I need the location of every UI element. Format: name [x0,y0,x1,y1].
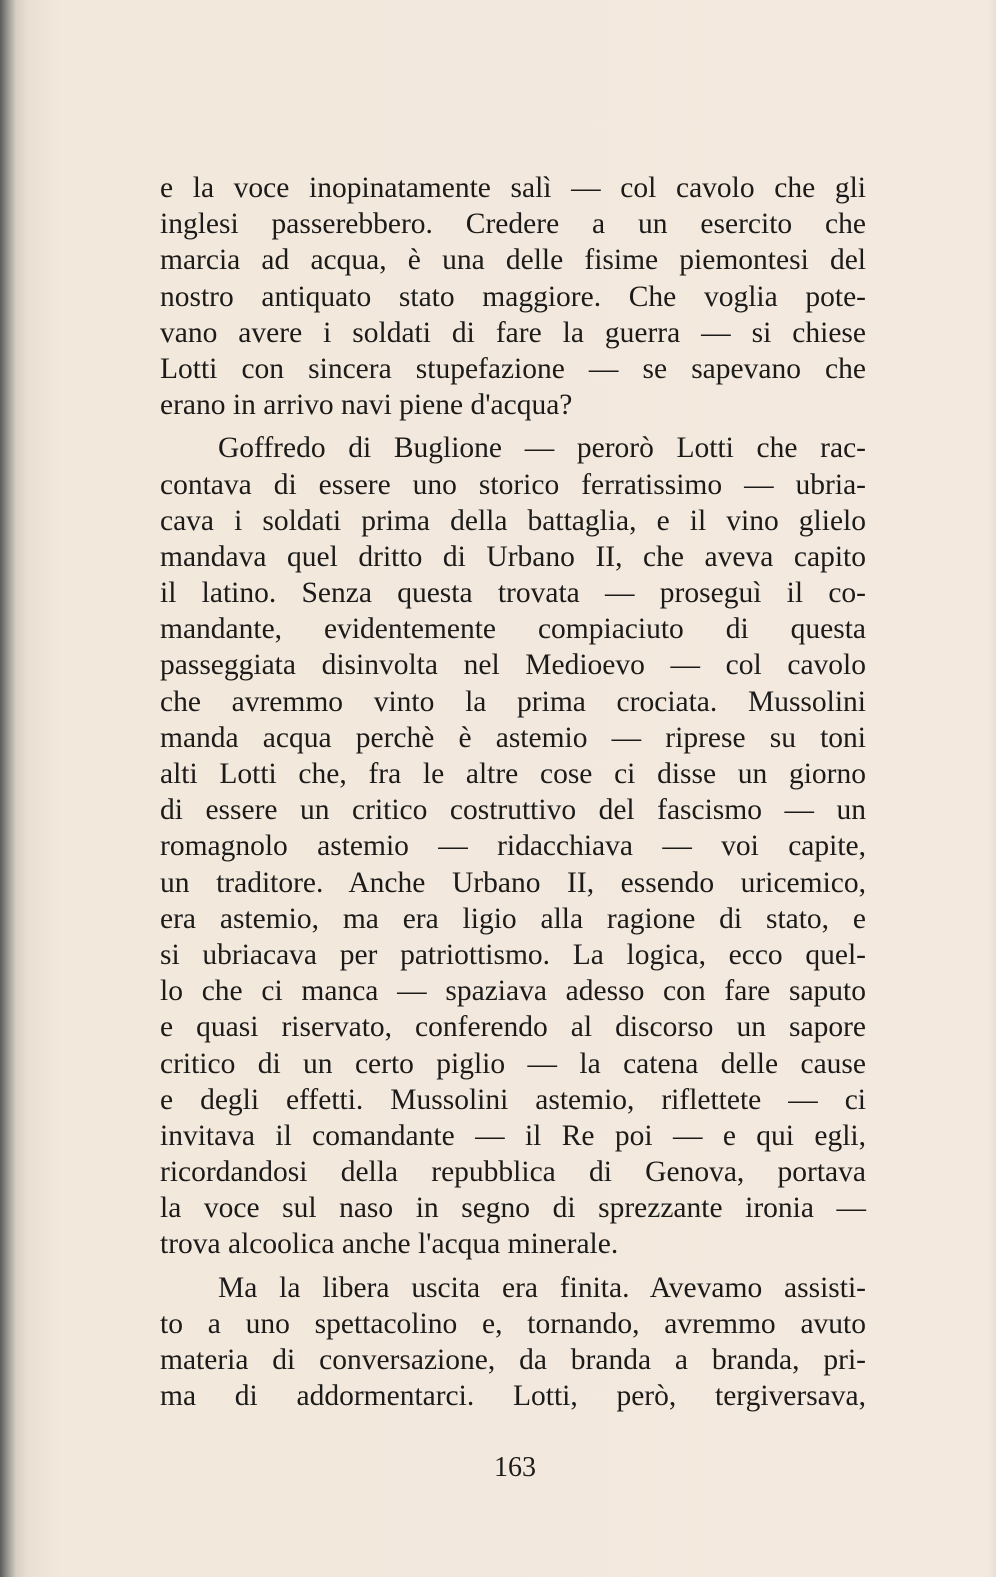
text-line: critico di un certo piglio — la catena delle cause [160,1047,866,1080]
text-line: che avremmo vinto la prima crociata. Mussolini [160,685,866,718]
text-line: materia di conversazione, da branda a branda, pri- [160,1344,866,1376]
text-line: si ubriacava per patriottismo. La logica, ecco quel- [160,938,866,971]
text-line: Lotti con sincera stupefazione — se sapevano che [160,352,866,385]
text-line: to a uno spettacolino e, tornando, avremmo avuto [160,1307,866,1340]
text-line: vano avere i soldati di fare la guerra — si chiese [160,316,866,349]
text-line: nostro antiquato stato maggiore. Che voglia pote- [160,280,866,313]
text-line: la voce sul naso in segno di sprezzante ironia — [160,1192,866,1225]
text-line: mandante, evidentemente compiaciuto di questa [160,613,866,646]
text-line: passeggiata disinvolta nel Medioevo — col cavolo [160,649,866,682]
paragraph [160,1270,866,1415]
text-line: Goffredo di Buglione — perorò Lotti che rac- [218,432,866,465]
text-line: di essere un critico costruttivo del fascismo — un [160,794,866,827]
text-line: alti Lotti che, fra le altre cose ci disse un giorno [160,758,866,790]
text-line: erano in arrivo navi piene d'acqua? [160,389,573,422]
text-line: manda acqua perchè è astemio — riprese su toni [160,721,866,754]
text-line: trova alcoolica anche l'acqua minerale. [160,1228,619,1261]
text-line: contava di essere uno storico ferratissimo — ubria- [160,468,866,501]
text-line: romagnolo astemio — ridacchiava — voi capite, [160,830,866,863]
text-line: e la voce inopinatamente salì — col cavolo che gli [160,172,866,204]
text-line: era astemio, ma era ligio alla ragione di stato, e [160,902,866,935]
text-line: e quasi riservato, conferendo al discorso un sapore [160,1011,866,1044]
text-line: Ma la libera uscita era finita. Avevamo assisti- [218,1271,866,1304]
text-line: ma di addormentarci. Lotti, però, tergiversava, [160,1380,866,1413]
text-line: un traditore. Anche Urbano II, essendo uricemico, [160,866,866,899]
page-number: 163 [494,1452,536,1483]
text-line: mandava quel dritto di Urbano II, che aveva capito [160,540,866,573]
text-line: cava i soldati prima della battaglia, e il vino glielo [160,504,866,537]
text-line: e degli effetti. Mussolini astemio, riflettete — ci [160,1083,866,1116]
text-line: inglesi passerebbero. Credere a un esercito che [160,208,866,241]
paragraph [160,170,866,423]
body-text [160,170,866,1414]
text-line: il latino. Senza questa trovata — proseguì il co- [160,577,866,610]
text-line: invitava il comandante — il Re poi — e qui egli, [160,1119,866,1152]
paragraph [160,430,866,1262]
text-line: lo che ci manca — spaziava adesso con fare saputo [160,975,866,1008]
text-line: ricordandosi della repubblica di Genova, portava [160,1156,866,1189]
text-line: marcia ad acqua, è una delle fisime piemontesi del [160,244,866,277]
